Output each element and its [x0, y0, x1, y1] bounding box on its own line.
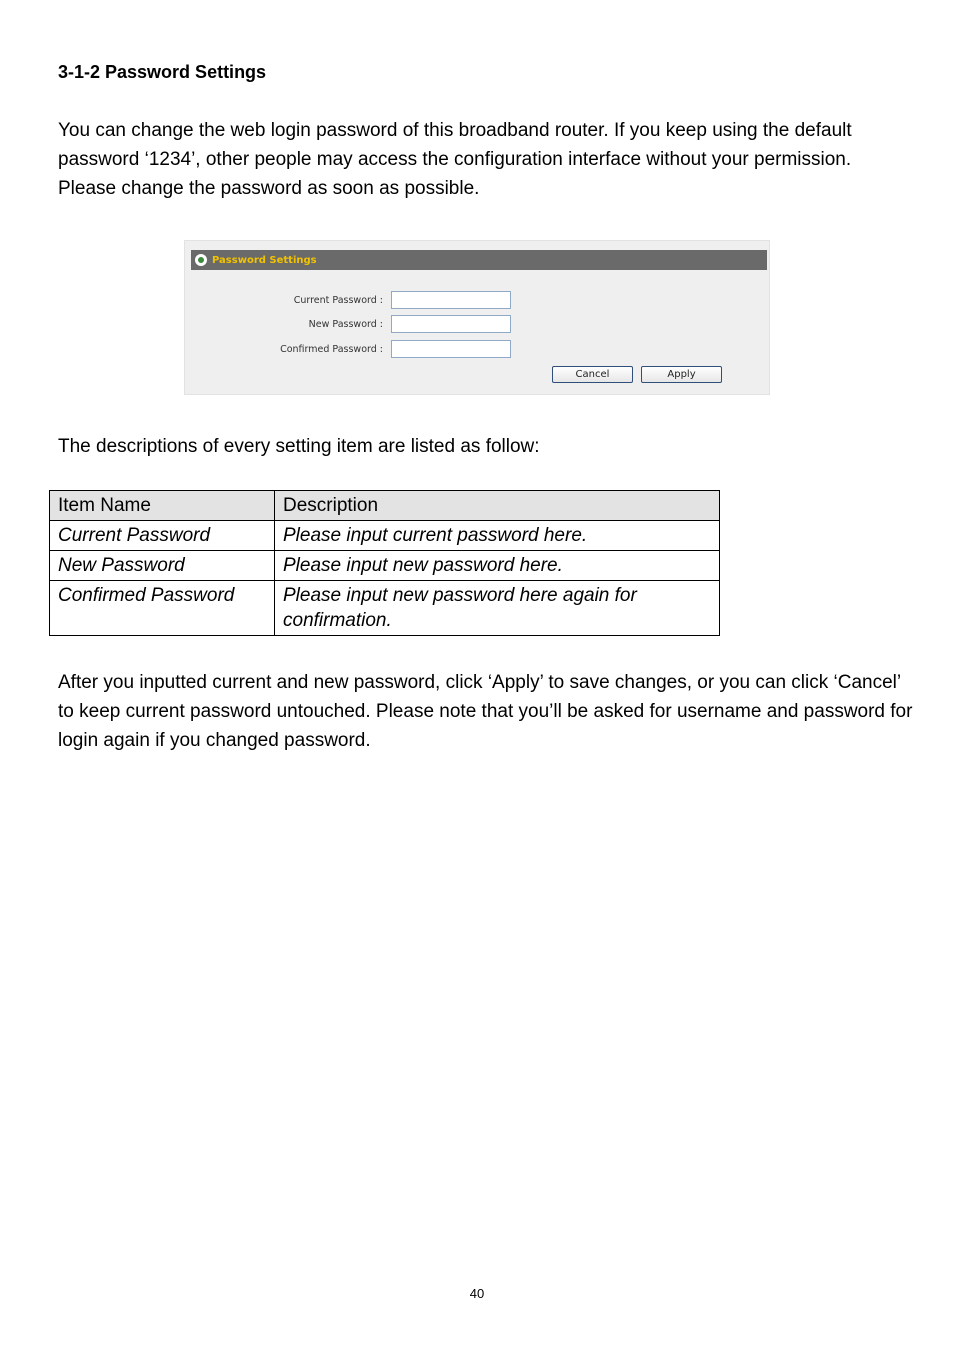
confirmed-password-row [184, 340, 511, 358]
current-password-input[interactable] [391, 291, 511, 309]
item-name-cell: New Password [50, 551, 275, 581]
apply-button[interactable]: Apply [641, 366, 722, 383]
new-password-input[interactable] [391, 315, 511, 333]
table-intro-paragraph: The descriptions of every setting item are listed as follow: [58, 436, 540, 457]
description-cell: Please input current password here. [275, 521, 720, 551]
panel-title: Password Settings [212, 254, 317, 266]
item-name-cell: Current Password [50, 521, 275, 551]
current-password-label: Current Password : [293, 294, 383, 306]
settings-description-table [49, 490, 720, 636]
section-title: 3-1-2 Password Settings [58, 62, 267, 82]
current-password-row [184, 291, 511, 309]
header-item-name: Item Name [50, 491, 275, 521]
intro-paragraph: You can change the web login password of this broadband router. If you keep using the default password ‘1234’, other people may access the configuration interface without your permission. Please change the password as soon as possible. [58, 120, 852, 199]
table-row [50, 551, 720, 581]
page-number: 40 [469, 1286, 485, 1301]
new-password-row [184, 315, 511, 333]
description-cell: Please input new password here again for confirmation. [275, 581, 720, 636]
new-password-label: New Password : [308, 318, 383, 330]
table-row [50, 581, 720, 636]
table-header-row [50, 491, 720, 521]
confirmed-password-label: Confirmed Password : [280, 343, 383, 355]
panel-header [191, 250, 767, 270]
header-description: Description [275, 491, 720, 521]
item-name-cell: Confirmed Password [50, 581, 275, 636]
cancel-button[interactable]: Cancel [552, 366, 633, 383]
outro-paragraph: After you inputted current and new password, click ‘Apply’ to save changes, or you can click ‘Cancel’ to keep current password untouched. Please note that you’ll be asked for username and password for login again if you changed password. [58, 672, 913, 751]
table-row [50, 521, 720, 551]
confirmed-password-input[interactable] [391, 340, 511, 358]
description-cell: Please input new password here. [275, 551, 720, 581]
bullet-icon [195, 254, 207, 266]
